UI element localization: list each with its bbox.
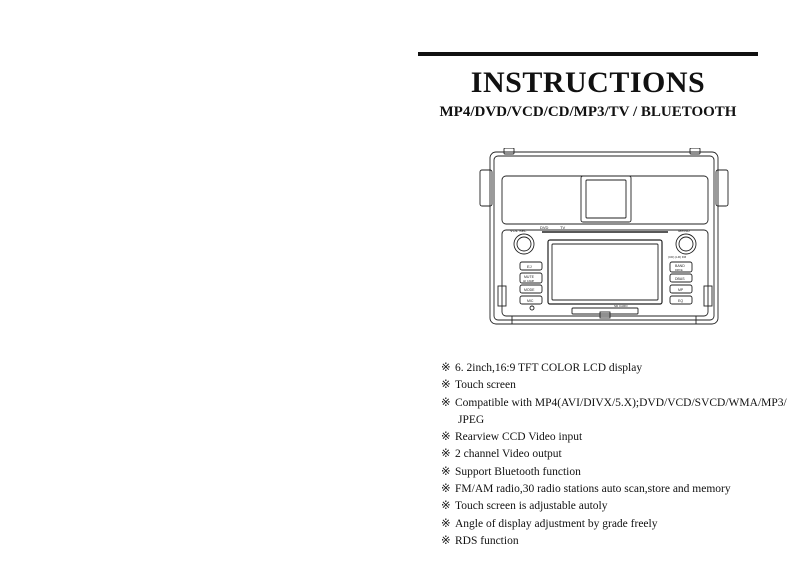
top-left-knob <box>504 148 514 154</box>
feature-item <box>441 498 787 515</box>
feature-text: RDS function <box>455 534 519 547</box>
feature-text: FM/AM radio,30 radio stations auto scan,store and memory <box>455 483 731 496</box>
main-screen <box>548 240 662 304</box>
bullet-mark: ※ <box>441 500 451 513</box>
feature-item <box>441 481 787 498</box>
feature-item <box>441 429 787 446</box>
mode-label: MODE <box>524 288 535 292</box>
bottom-tab <box>600 312 610 318</box>
dbas-label: DBAS <box>675 277 685 281</box>
volume-knob-inner <box>517 237 531 251</box>
feature-text: 2 channel Video output <box>455 448 562 461</box>
tv-label: TV <box>560 225 566 230</box>
dvd-logo: DVD <box>540 225 549 230</box>
mute-sub-label: AF CAMP <box>523 280 535 283</box>
bullet-mark: ※ <box>441 465 451 478</box>
band-label: BAND <box>675 264 685 268</box>
bullet-mark: ※ <box>441 362 451 374</box>
feature-text: Touch screen <box>455 379 516 392</box>
feature-text: 6. 2inch,16:9 TFT COLOR LCD display <box>455 362 643 374</box>
eject-label: EJ <box>527 264 532 269</box>
feature-item <box>441 395 787 412</box>
device-illustration <box>478 148 730 330</box>
sd-card-label: SD CARD <box>614 304 628 308</box>
device-outer-frame <box>490 152 718 324</box>
bullet-mark: ※ <box>441 534 451 547</box>
mp-label: MP <box>678 288 684 292</box>
feature-text: Angle of display adjustment by grade freely <box>455 517 658 530</box>
mute-label: MUTE <box>524 275 534 279</box>
feature-text: Rearview CCD Video input <box>455 431 583 444</box>
feature-item <box>441 377 787 394</box>
feature-item <box>441 360 787 377</box>
bullet-mark: ※ <box>441 517 451 530</box>
bullet-mark: ※ <box>441 431 451 444</box>
feature-list <box>441 360 787 550</box>
feature-item <box>441 446 787 463</box>
feature-text: Support Bluetooth function <box>455 465 581 478</box>
eq-label: EQ <box>678 299 684 303</box>
top-right-knob <box>690 148 700 154</box>
feature-item <box>441 533 787 550</box>
feature-text: JPEG <box>458 413 485 426</box>
bullet-mark: ※ <box>441 483 451 496</box>
header-rule <box>418 52 758 56</box>
menu-label: MENU <box>678 228 690 233</box>
bullet-mark: ※ <box>441 396 451 409</box>
page-subtitle: MP4/DVD/VCD/CD/MP3/TV / BLUETOOTH <box>439 104 737 120</box>
main-screen-inner <box>552 244 658 300</box>
power-indicator <box>530 306 534 310</box>
sd-card-slot <box>572 308 638 314</box>
upper-display <box>581 176 631 222</box>
feature-item-continuation <box>441 412 787 429</box>
feature-item <box>441 516 787 533</box>
feature-text: Compatible with MP4(AVI/DIVX/5.X);DVD/VCD/SVCD/WMA/MP3/ <box>455 396 787 409</box>
upper-display-inner <box>586 180 626 218</box>
bullet-mark: ※ <box>441 448 451 461</box>
mic-label: MIC <box>527 299 534 303</box>
page-title: INSTRUCTIONS <box>470 66 706 99</box>
upper-panel <box>502 176 708 224</box>
feature-text: Touch screen is adjustable autoly <box>455 500 608 513</box>
menu-knob-inner <box>679 237 693 251</box>
band-sub-label: DRIVE <box>675 269 683 272</box>
vol-sel-label: VOL SEL <box>510 228 527 233</box>
feature-item <box>441 464 787 481</box>
frequency-bands-label: (CD) (LR) FM <box>668 255 687 259</box>
bullet-mark: ※ <box>441 379 451 392</box>
